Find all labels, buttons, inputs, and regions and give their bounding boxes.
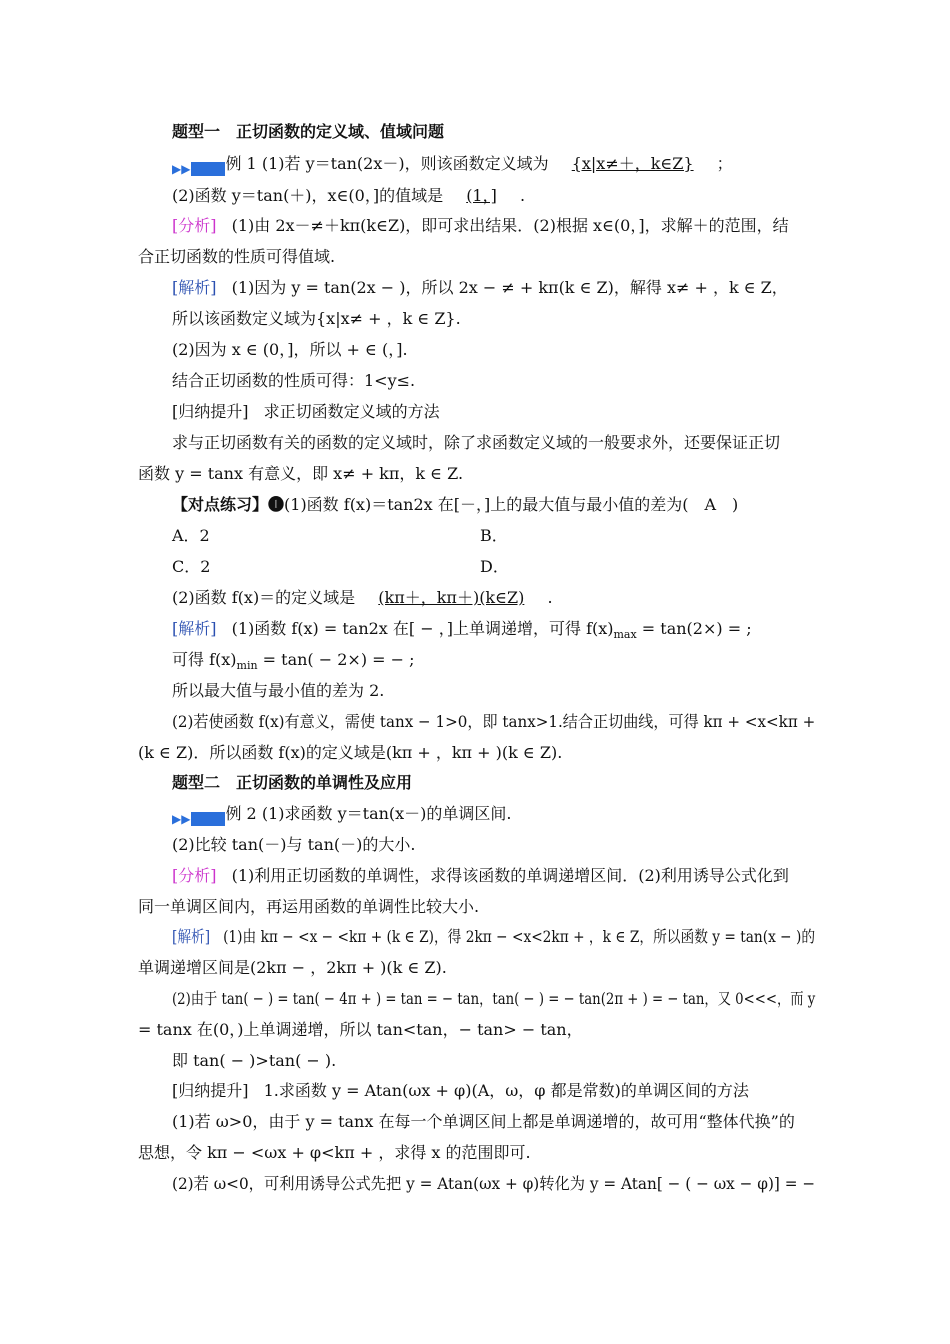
summary-2-line-2: 思想，令 kπ − <ωx + φ<kπ + ，求得 x 的范围即可.: [138, 1143, 531, 1162]
solution-tag: [解析]: [172, 927, 211, 946]
solution-2-line-5: (k ∈ Z)．所以函数 f(x)的定义域是(kπ + ，kπ + )(k ∈ Z).: [138, 743, 563, 762]
option-c: C．2: [172, 557, 211, 576]
solution-2-line-2: 可得 $f(x)_{min} = \tan( - 2\times)$ = − ;: [172, 650, 415, 673]
solution-3-line-2: 单调递增区间是(2kπ − ，2kπ + )(k ∈ Z).: [138, 958, 447, 977]
example-label: 例 1: [225, 154, 257, 173]
summary-2-line-1: (1)若 ω>0，由于 y = tanx 在每一个单调区间上都是单调递增的，故可用“整体代换”的: [172, 1112, 795, 1131]
example-1-q1-text: (1)若 y＝tan(2x－)，则该函数定义域为: [261, 154, 549, 173]
solution-3-line-1: [解析] (1)由 kπ − <x − <kπ + (k ∈ Z)，得 2kπ − <x<2kπ + ，k ∈ Z，所以函数 y = tan(x − )的: [172, 927, 816, 946]
solution-2-line-4: (2)若使函数 f(x)有意义，需使 tanx − 1>0，即 tanx>1.结合正切曲线，可得 kπ + <x<kπ +: [172, 712, 816, 731]
summary-1-head: [归纳提升] 求正切函数定义域的方法: [172, 402, 440, 421]
summary-2-line-3: (2)若 ω<0，可利用诱导公式先把 y = Atan(ωx + φ)转化为 y = Atan[ − ( − ωx − φ)] = −: [172, 1174, 816, 1193]
example-marker-icon: ▶▶: [172, 158, 225, 172]
example-1-answer-1: {x|x≠＋，k∈Z}: [571, 154, 694, 173]
analysis-tag: [分析]: [172, 866, 217, 885]
summary-2-head: [归纳提升] 1.求函数 y = Atan(ωx + φ)(A，ω，φ 都是常数)的单调区间的方法: [172, 1081, 749, 1100]
practice-heading: 【对点练习】❶: [172, 495, 285, 514]
example-1-q1: ▶▶ 例 1 (1)若 y＝tan(2x－)，则该函数定义域为 {x|x≠＋，k∈Z} ；: [172, 154, 733, 176]
practice-answer-2: (kπ＋，kπ＋)(k∈Z): [378, 588, 525, 607]
summary-1-line-1: 求与正切函数有关的函数的定义域时，除了求函数定义域的一般要求外，还要保证正切: [172, 433, 781, 452]
analysis-1-line-2: 合正切函数的性质可得值域.: [138, 247, 336, 266]
solution-2-line-1: [解析] (1)函数 f(x) = tan2x 在[ − ，]上单调递增，可得 $f(x)_{max} = \tan(2\times)$ = ;: [172, 619, 752, 642]
example-1-q2: (2)函数 y＝tan(＋)，x∈(0，]的值域是 (1，] .: [172, 186, 526, 205]
practice-q1: 【对点练习】❶(1)函数 f(x)＝tan2x 在[－，]上的最大值与最小值的差为( A ): [172, 495, 739, 514]
solution-tag: [解析]: [172, 278, 217, 297]
section-title-2: 题型二 正切函数的单调性及应用: [172, 773, 413, 792]
analysis-2-line-2: 同一单调区间内，再运用函数的单调性比较大小.: [138, 897, 480, 916]
analysis-tag: [分析]: [172, 216, 217, 235]
solution-1-line-4: 结合正切函数的性质可得：1<y≤.: [172, 371, 416, 390]
summary-tag: [归纳提升]: [172, 1081, 249, 1100]
example-2-q1: ▶▶ 例 2 (1)求函数 y＝tan(x－)的单调区间.: [172, 804, 512, 826]
example-label: 例 2: [225, 804, 257, 823]
solution-tag: [解析]: [172, 619, 217, 638]
option-d: D．: [480, 557, 509, 576]
example-2-q2: (2)比较 tan(－)与 tan(－)的大小.: [172, 835, 416, 854]
analysis-2-line-1: [分析] (1)利用正切函数的单调性，求得该函数的单调递增区间．(2)利用诱导公式化到: [172, 866, 789, 885]
solution-3-line-3: (2)由于 tan( − ) = tan( − 4π + ) = tan = − tan，tan( − ) = − tan(2π + ) = − tan，又 0<<<，而 y: [172, 989, 816, 1008]
section-title-1: 题型一 正切函数的定义域、值域问题: [172, 122, 445, 141]
solution-2-line-3: 所以最大值与最小值的差为 2.: [172, 681, 385, 700]
solution-1-line-1: [解析] (1)因为 y = tan(2x − )，所以 2x − ≠ + kπ(k ∈ Z)，解得 x≠ + ，k ∈ Z，: [172, 278, 788, 297]
solution-1-line-2: 所以该函数定义域为{x|x≠ + ，k ∈ Z}.: [172, 309, 461, 328]
summary-1-line-2: 函数 y = tanx 有意义，即 x≠ + kπ，k ∈ Z.: [138, 464, 464, 483]
example-1-q2-text: (2)函数 y＝tan(＋)，x∈(0，]的值域是: [172, 186, 444, 205]
option-b: B．: [480, 526, 508, 545]
option-a: A．2: [172, 526, 210, 545]
example-marker-icon: ▶▶: [172, 808, 225, 822]
summary-tag: [归纳提升]: [172, 402, 249, 421]
solution-3-line-4: = tanx 在(0，)上单调递增，所以 tan<tan，− tan> − tan，: [138, 1020, 583, 1039]
solution-1-line-3: (2)因为 x ∈ (0，]，所以 + ∈ (，].: [172, 340, 408, 359]
practice-q2: (2)函数 f(x)＝的定义域是 (kπ＋，kπ＋)(k∈Z) .: [172, 588, 553, 607]
example-1-answer-2: (1，]: [466, 186, 497, 205]
solution-3-line-5: 即 tan( − )>tan( − ).: [172, 1051, 337, 1070]
analysis-1-line-1: [分析] (1)由 2x－≠＋kπ(k∈Z)，即可求出结果．(2)根据 x∈(0，]，求解＋的范围，结: [172, 216, 789, 235]
